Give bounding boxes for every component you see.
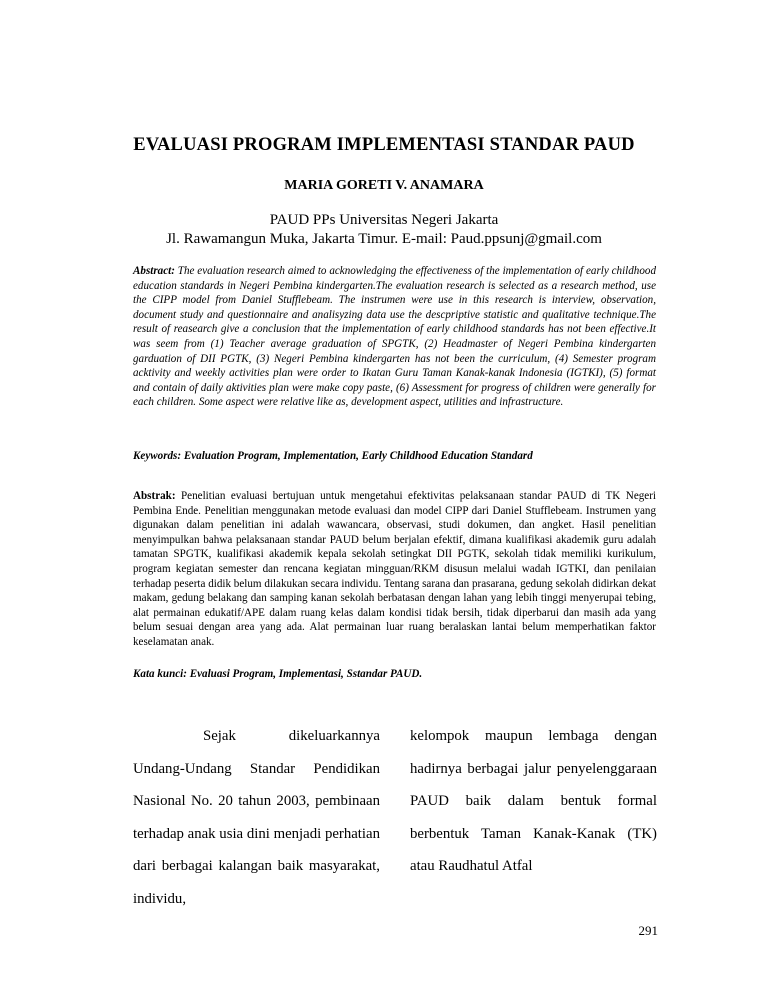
kata-kunci: Kata kunci: Evaluasi Program, Implementasi, Sstandar PAUD. (133, 668, 423, 680)
abstract-text: The evaluation research aimed to acknowledging the effectiveness of the implementation of early childhood education standards in Negeri Pembina kindergarten.The evaluation research is selected as a research method, use the CIPP model from Daniel Stufflebeam. The instrumen were use in this research is interview, observation, document study and questionnaire and analisyzing data use the descpriptive statistic and qualitative technique.The result of reasearch give a conclusion that the implementation of early childhood standards has not been effective.It was seem from (1) Teacher average graduation of SPGTK, (2) Headmaster of Negeri Pembina kindergarten garduation of DII PGTK, (3) Negeri Pembina kindergarten has not been the curriculum, (4) Semester program acktivity and weekly activities plan were order to Ikatan Guru Taman Kanak-kanak Indonesia (IGTKI), (5) format and contain of daily aktivities plan were make copy paste, (6) Assessment for progress of children were generally for each children. Some aspect were relative like as, development aspect, utilities and infrastructure. (133, 265, 656, 409)
abstract-indonesian (133, 489, 656, 650)
affiliation-line-1: PAUD PPs Universitas Negeri Jakarta (269, 212, 499, 228)
abstrak-label: Abstrak: (133, 490, 176, 502)
affiliation-line-2: Jl. Rawamangun Muka, Jakarta Timur. E-mail: Paud.ppsunj@gmail.com (166, 231, 602, 247)
abstract-label: Abstract: (133, 265, 175, 277)
keywords: Keywords: Evaluation Program, Implementation, Early Childhood Education Standard (133, 450, 533, 462)
body-column-right: kelompok maupun lembaga dengan hadirnya berbagai jalur penyelenggaraan PAUD baik dalam bentuk formal berbentuk Taman Kanak-Kanak (TK) atau Raudhatul Atfal (410, 728, 657, 874)
abstract-english (133, 264, 656, 410)
body-column-left: Sejak dikeluarkannya Undang-Undang Standar Pendidikan Nasional No. 20 tahun 2003, pembinaan terhadap anak usia dini menjadi perhatian dari berbagai kalangan baik masyarakat, individu, (133, 728, 380, 907)
author-name: MARIA GORETI V. ANAMARA (284, 178, 484, 193)
affiliation (0, 211, 768, 249)
paper-title: EVALUASI PROGRAM IMPLEMENTASI STANDAR PAUD (133, 135, 635, 155)
page-number: 291 (638, 923, 658, 938)
abstrak-text: Penelitian evaluasi bertujuan untuk mengetahui efektivitas pelaksanaan standar PAUD di TK Negeri Pembina Ende. Penelitian menggunakan metode evaluasi dan model CIPP dari Daniel Stufflebeam. Instrumen yang digunakan dalam penelitian ini adalah wawancara, observasi, studi dokumen, dan angket. Hasil penelitian menyimpulkan bahwa pelaksanaan standar PAUD belum berjalan efektif, dimana kualifikasi akademik guru adalah tamatan SPGTK, kualifikasi akademik kepala sekolah setingkat DII PGTK, sekolah tidak memiliki kurikulum, program kegiatan semester dan rencana kegiatan mingguan/RKM disusun melalui wadah IGTKI, dan penilaian terhadap peserta didik belum dilakukan secara individu. Tentang sarana dan prasarana, gedung sekolah didirkan dekat makam, gedung belakang dan samping kanan sekolah berbatasan dengan lahan yang lebih tinggi menyerupai tebing, alat permainan edukatif/APE dalam ruang kelas dalam kondisi tidak bersih, tidak diperbarui dan masih ada yang belum sesuai dengan area yang ada. Alat permainan luar ruang beralaskan lantai belum memperhatikan faktor keselamatan anak. (133, 490, 656, 648)
